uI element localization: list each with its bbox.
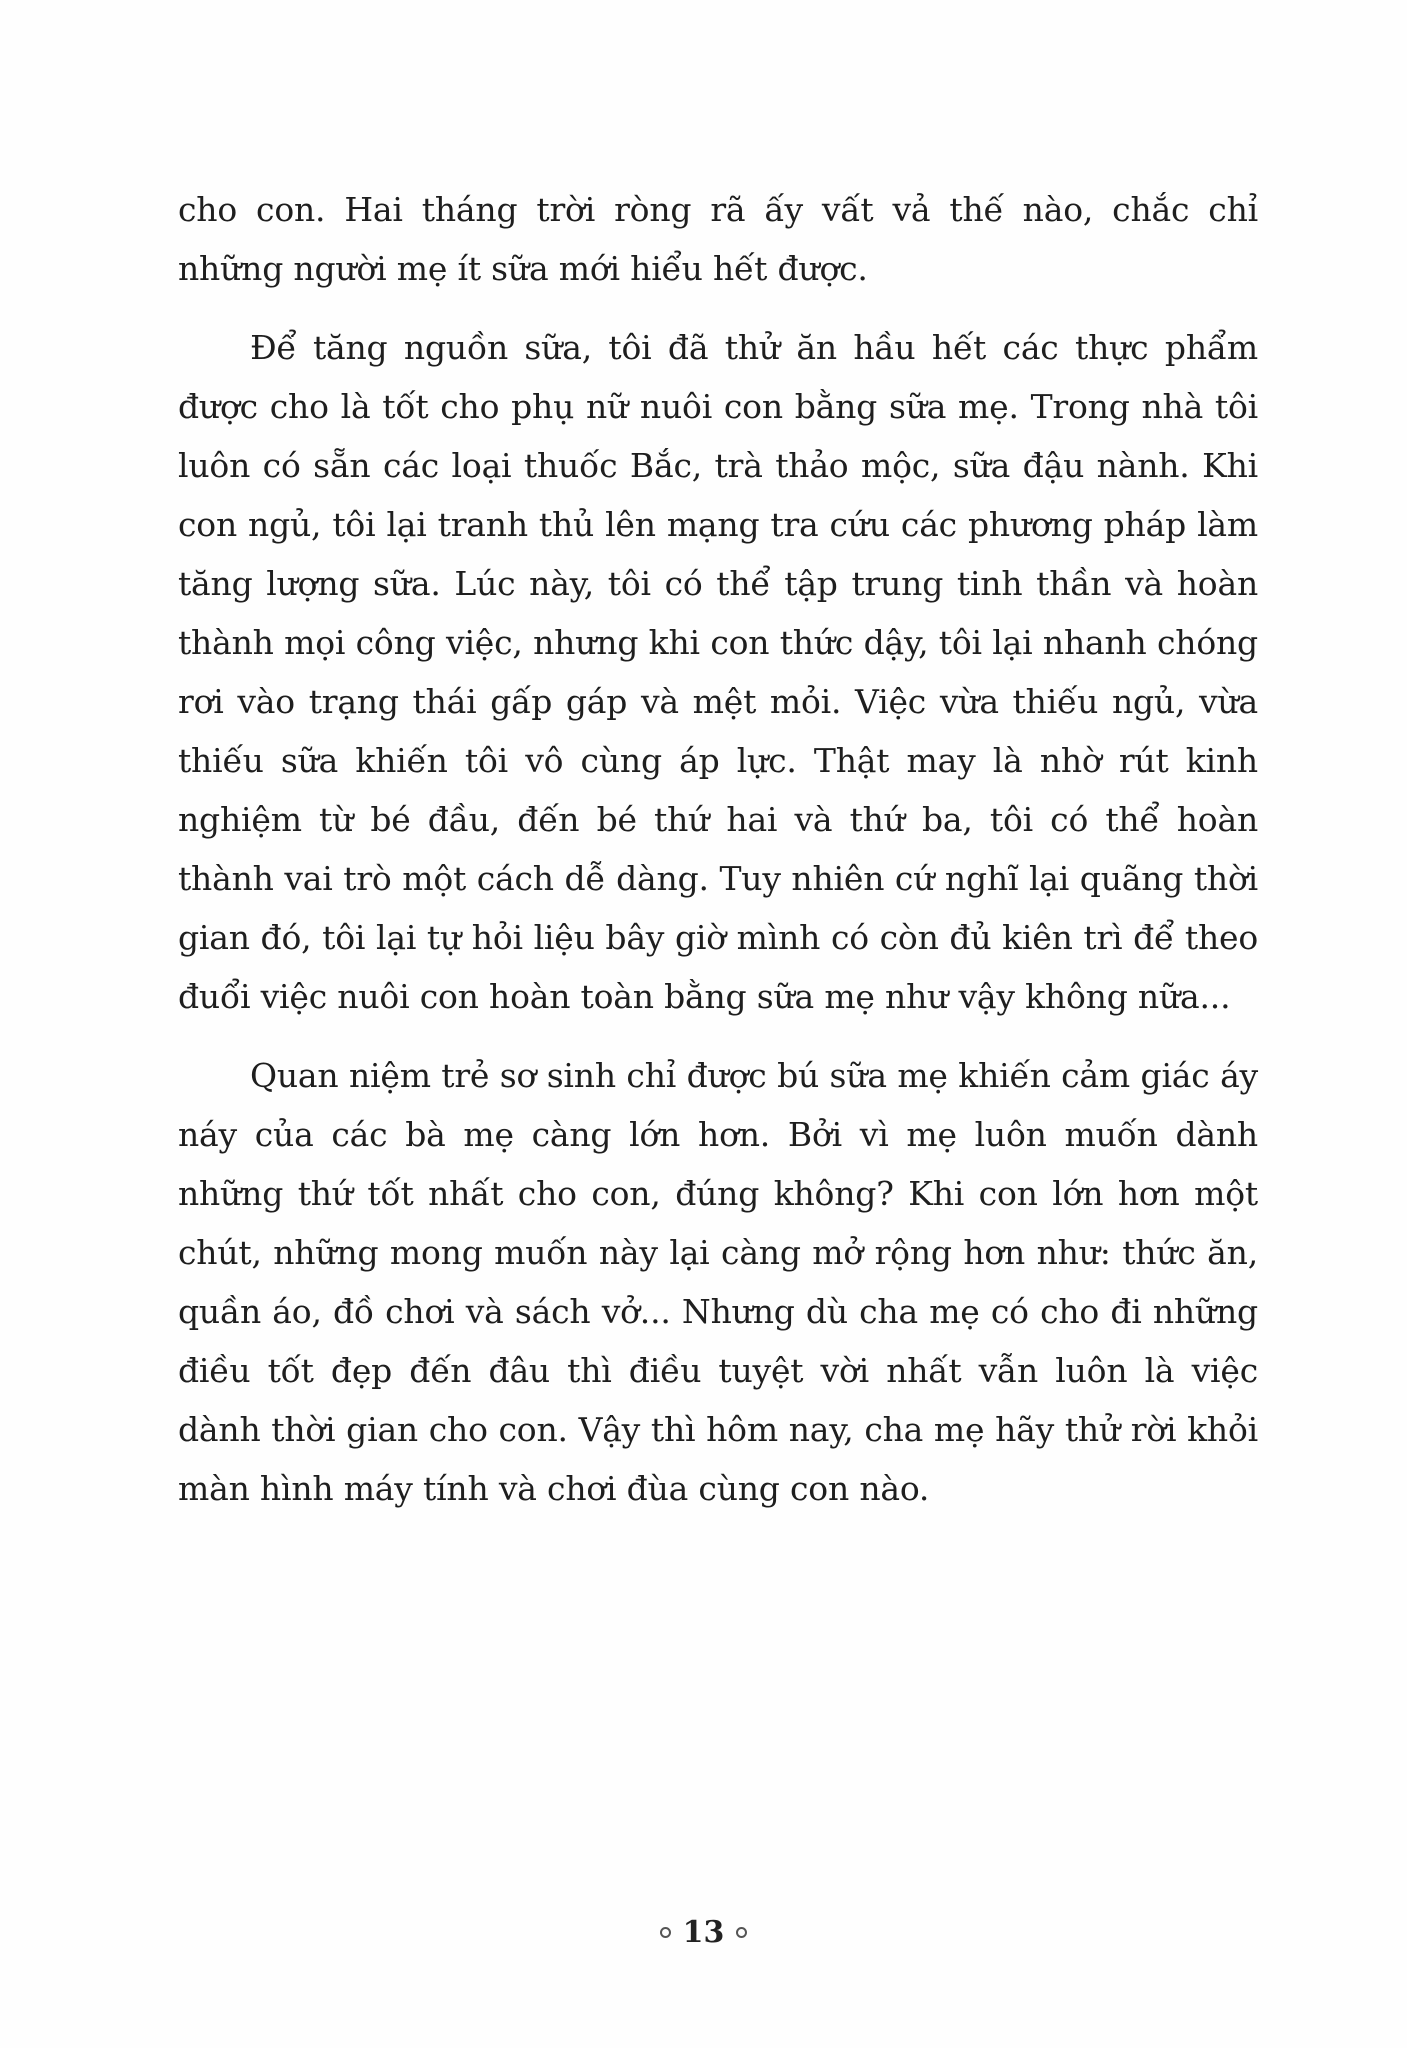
paragraph-3: Quan niệm trẻ sơ sinh chỉ được bú sữa mẹ khiến cảm giác áy náy của các bà mẹ càng lớn hơn. Bởi vì mẹ luôn muốn dành những thứ tốt nhất cho con, đúng không? Khi con lớn hơn một chút, những mong muốn này lại càng mở rộng hơn như: thức ăn, quần áo, đồ chơi và sách vở... Nhưng dù cha mẹ có cho đi những điều tốt đẹp đến đâu thì điều tuyệt vời nhất vẫn luôn là việc dành thời gian cho con. Vậy thì hôm nay, cha mẹ hãy thử rời khỏi màn hình máy tính và chơi đùa cùng con nào. bbox=[178, 1056, 1258, 1508]
circle-ornament-icon bbox=[660, 1927, 671, 1938]
body-text bbox=[178, 180, 1258, 1518]
page-footer bbox=[0, 1915, 1407, 1950]
paragraph-1: cho con. Hai tháng trời ròng rã ấy vất vả thế nào, chắc chỉ những người mẹ ít sữa mới hiểu hết được. bbox=[178, 190, 1258, 288]
paragraph-2: Để tăng nguồn sữa, tôi đã thử ăn hầu hết các thực phẩm được cho là tốt cho phụ nữ nuôi con bằng sữa mẹ. Trong nhà tôi luôn có sẵn các loại thuốc Bắc, trà thảo mộc, sữa đậu nành. Khi con ngủ, tôi lại tranh thủ lên mạng tra cứu các phương pháp làm tăng lượng sữa. Lúc này, tôi có thể tập trung tinh thần và hoàn thành mọi công việc, nhưng khi con thức dậy, tôi lại nhanh chóng rơi vào trạng thái gấp gáp và mệt mỏi. Việc vừa thiếu ngủ, vừa thiếu sữa khiến tôi vô cùng áp lực. Thật may là nhờ rút kinh nghiệm từ bé đầu, đến bé thứ hai và thứ ba, tôi có thể hoàn thành vai trò một cách dễ dàng. Tuy nhiên cứ nghĩ lại quãng thời gian đó, tôi lại tự hỏi liệu bây giờ mình có còn đủ kiên trì để theo đuổi việc nuôi con hoàn toàn bằng sữa mẹ như vậy không nữa... bbox=[178, 328, 1258, 1016]
circle-ornament-icon bbox=[736, 1927, 747, 1938]
page-number: 13 bbox=[682, 1915, 725, 1950]
